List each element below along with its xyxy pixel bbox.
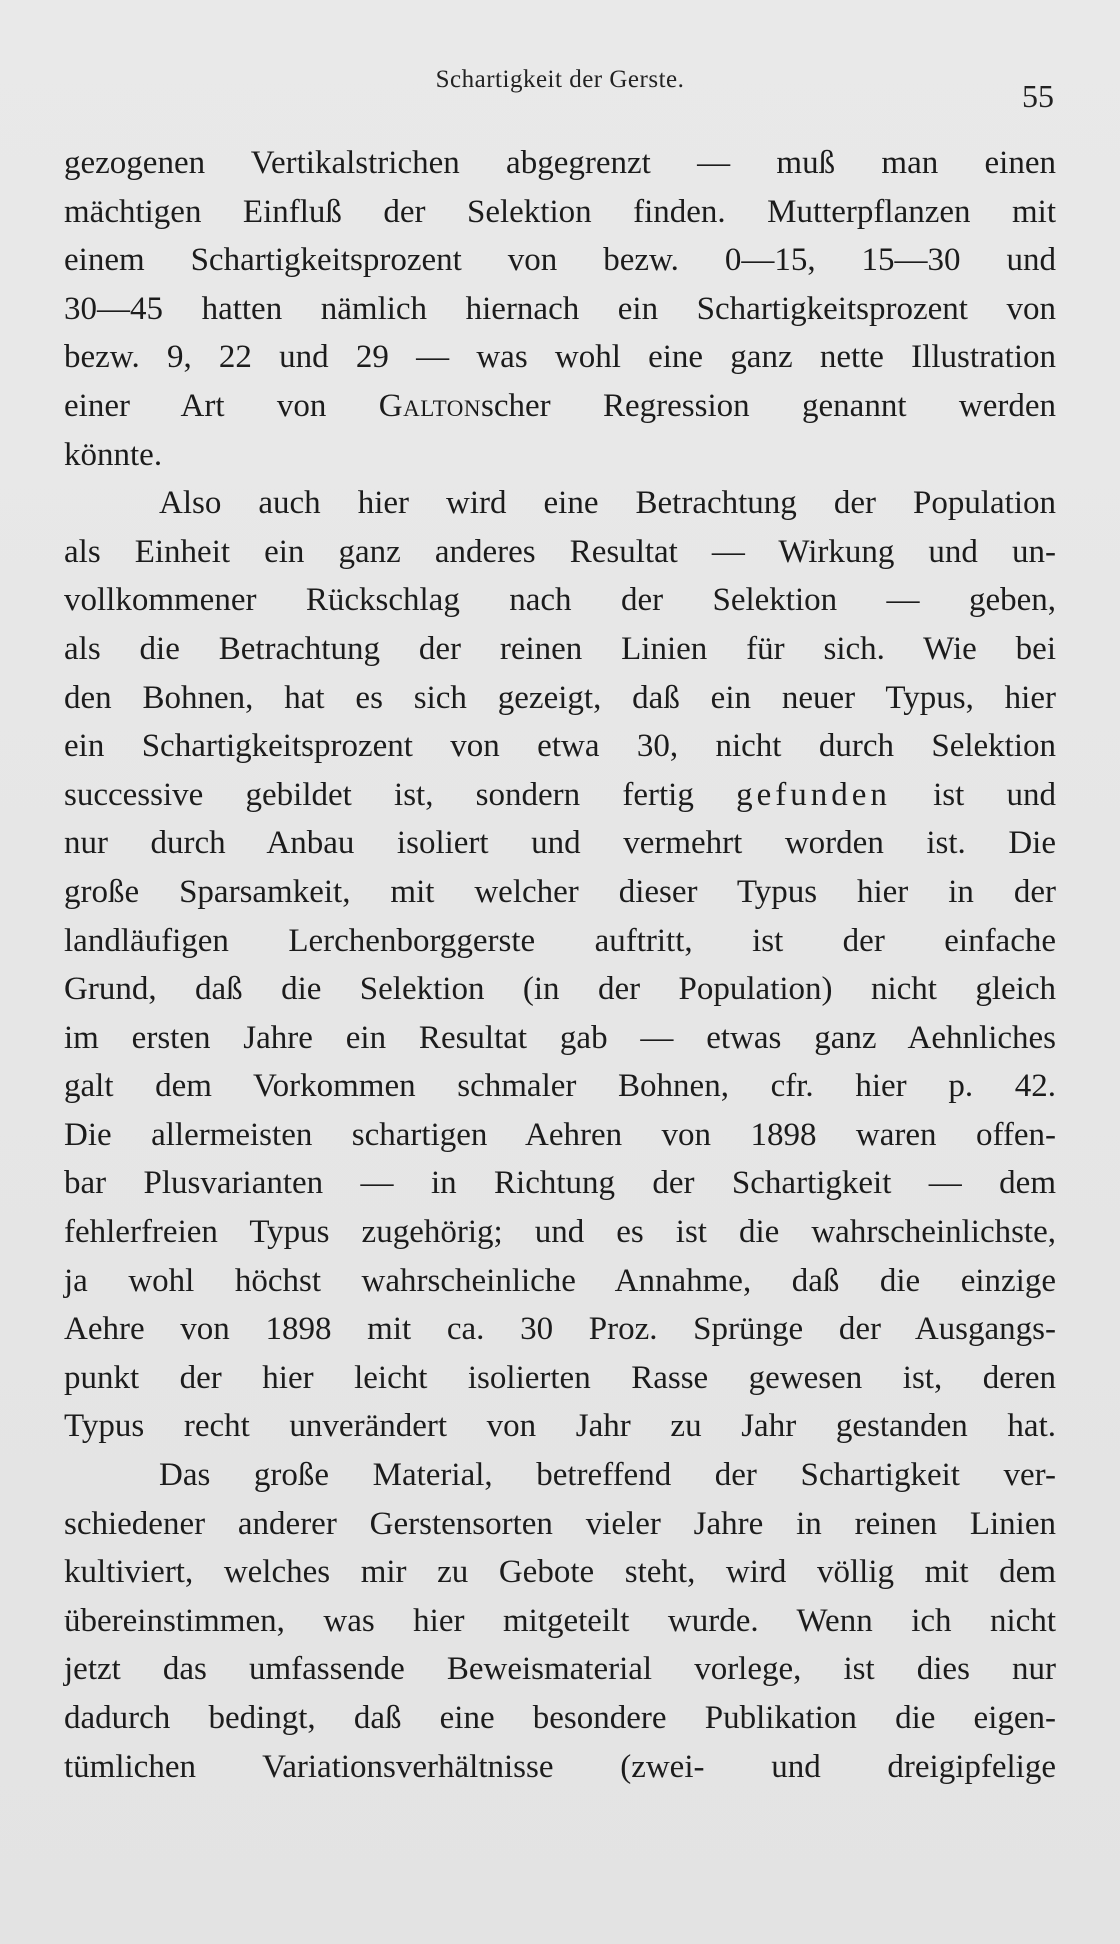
text-line: als Einheit ein ganz anderes Resultat — Wirkung und un-	[64, 533, 1056, 570]
text-segment: scher Regression genannt werden	[481, 387, 1056, 424]
emphasized-word: gefunden	[736, 776, 891, 813]
text-line	[64, 382, 1056, 431]
text-line: gezogenen Vertikalstrichen abgegrenzt — muß man einen	[64, 145, 1056, 181]
text-line: kultiviert, welches mir zu Gebote steht, wird völlig mit dem	[64, 1554, 1056, 1591]
text-line: jetzt das umfassende Beweismaterial vorlege, ist dies nur	[64, 1651, 1056, 1688]
paragraph-start-line: Das große Material, betreffend der Schartigkeit ver-	[159, 1457, 1056, 1494]
text-line: bezw. 9, 22 und 29 — was wohl eine ganz nette Illustration	[64, 339, 1056, 376]
text-line: 30—45 hatten nämlich hiernach ein Schartigkeitsprozent von	[64, 290, 1056, 327]
text-line: Grund, daß die Selektion (in der Population) nicht gleich	[64, 971, 1056, 1008]
text-line	[64, 771, 1056, 820]
text-segment: einer Art von	[64, 387, 379, 424]
text-line: Die allermeisten schartigen Aehren von 1898 waren offen-	[64, 1116, 1056, 1153]
text-line: punkt der hier leicht isolierten Rasse gewesen ist, deren	[64, 1359, 1056, 1396]
text-line: landläufigen Lerchenborggerste auftritt, ist der einfache	[64, 922, 1056, 959]
text-line: als die Betrachtung der reinen Linien für sich. Wie bei	[64, 630, 1056, 667]
text-line: Aehre von 1898 mit ca. 30 Proz. Sprünge der Ausgangs-	[64, 1311, 1056, 1348]
text-line: große Sparsamkeit, mit welcher dieser Typus hier in der	[64, 873, 1056, 910]
page-number: 55	[1022, 78, 1054, 114]
text-line: übereinstimmen, was hier mitgeteilt wurde. Wenn ich nicht	[64, 1602, 1056, 1639]
text-segment: successive gebildet ist, sondern fertig	[64, 776, 737, 813]
text-line: im ersten Jahre ein Resultat gab — etwas ganz Aehnliches	[64, 1019, 1056, 1056]
paragraph-start-line: Also auch hier wird eine Betrachtung der Population	[159, 485, 1056, 522]
text-line: schiedener anderer Gerstensorten vieler Jahre in reinen Linien	[64, 1505, 1056, 1542]
text-line: ein Schartigkeitsprozent von etwa 30, nicht durch Selektion	[64, 728, 1056, 765]
text-line: vollkommener Rückschlag nach der Selektion — geben,	[64, 582, 1056, 619]
text-line: mächtigen Einfluß der Selektion finden. Mutterpflanzen mit	[64, 193, 1056, 230]
body-text	[64, 139, 1056, 1791]
text-line: könnte.	[64, 436, 163, 473]
text-line: dadurch bedingt, daß eine besondere Publikation die eigen-	[64, 1700, 1056, 1736]
text-line: nur durch Anbau isoliert und vermehrt worden ist. Die	[64, 825, 1056, 862]
text-line: tümlichen Variationsverhältnisse (zwei- und dreigipfelige	[64, 1748, 1056, 1785]
text-line: fehlerfreien Typus zugehörig; und es ist die wahrscheinlichste,	[64, 1214, 1056, 1251]
text-segment: ist und	[890, 776, 1057, 813]
running-title: Schartigkeit der Gerste.	[435, 66, 685, 93]
text-line: Typus recht unverändert von Jahr zu Jahr gestanden hat.	[64, 1408, 1056, 1445]
text-line: ja wohl höchst wahrscheinliche Annahme, daß die einzige	[64, 1262, 1056, 1299]
text-line: den Bohnen, hat es sich gezeigt, daß ein neuer Typus, hier	[64, 679, 1056, 716]
author-name: Galton	[378, 387, 481, 424]
text-line: bar Plusvarianten — in Richtung der Schartigkeit — dem	[64, 1165, 1056, 1202]
text-line: galt dem Vorkommen schmaler Bohnen, cfr. hier p. 42.	[64, 1068, 1056, 1105]
text-line: einem Schartigkeitsprozent von bezw. 0—15, 15—30 und	[64, 242, 1056, 279]
